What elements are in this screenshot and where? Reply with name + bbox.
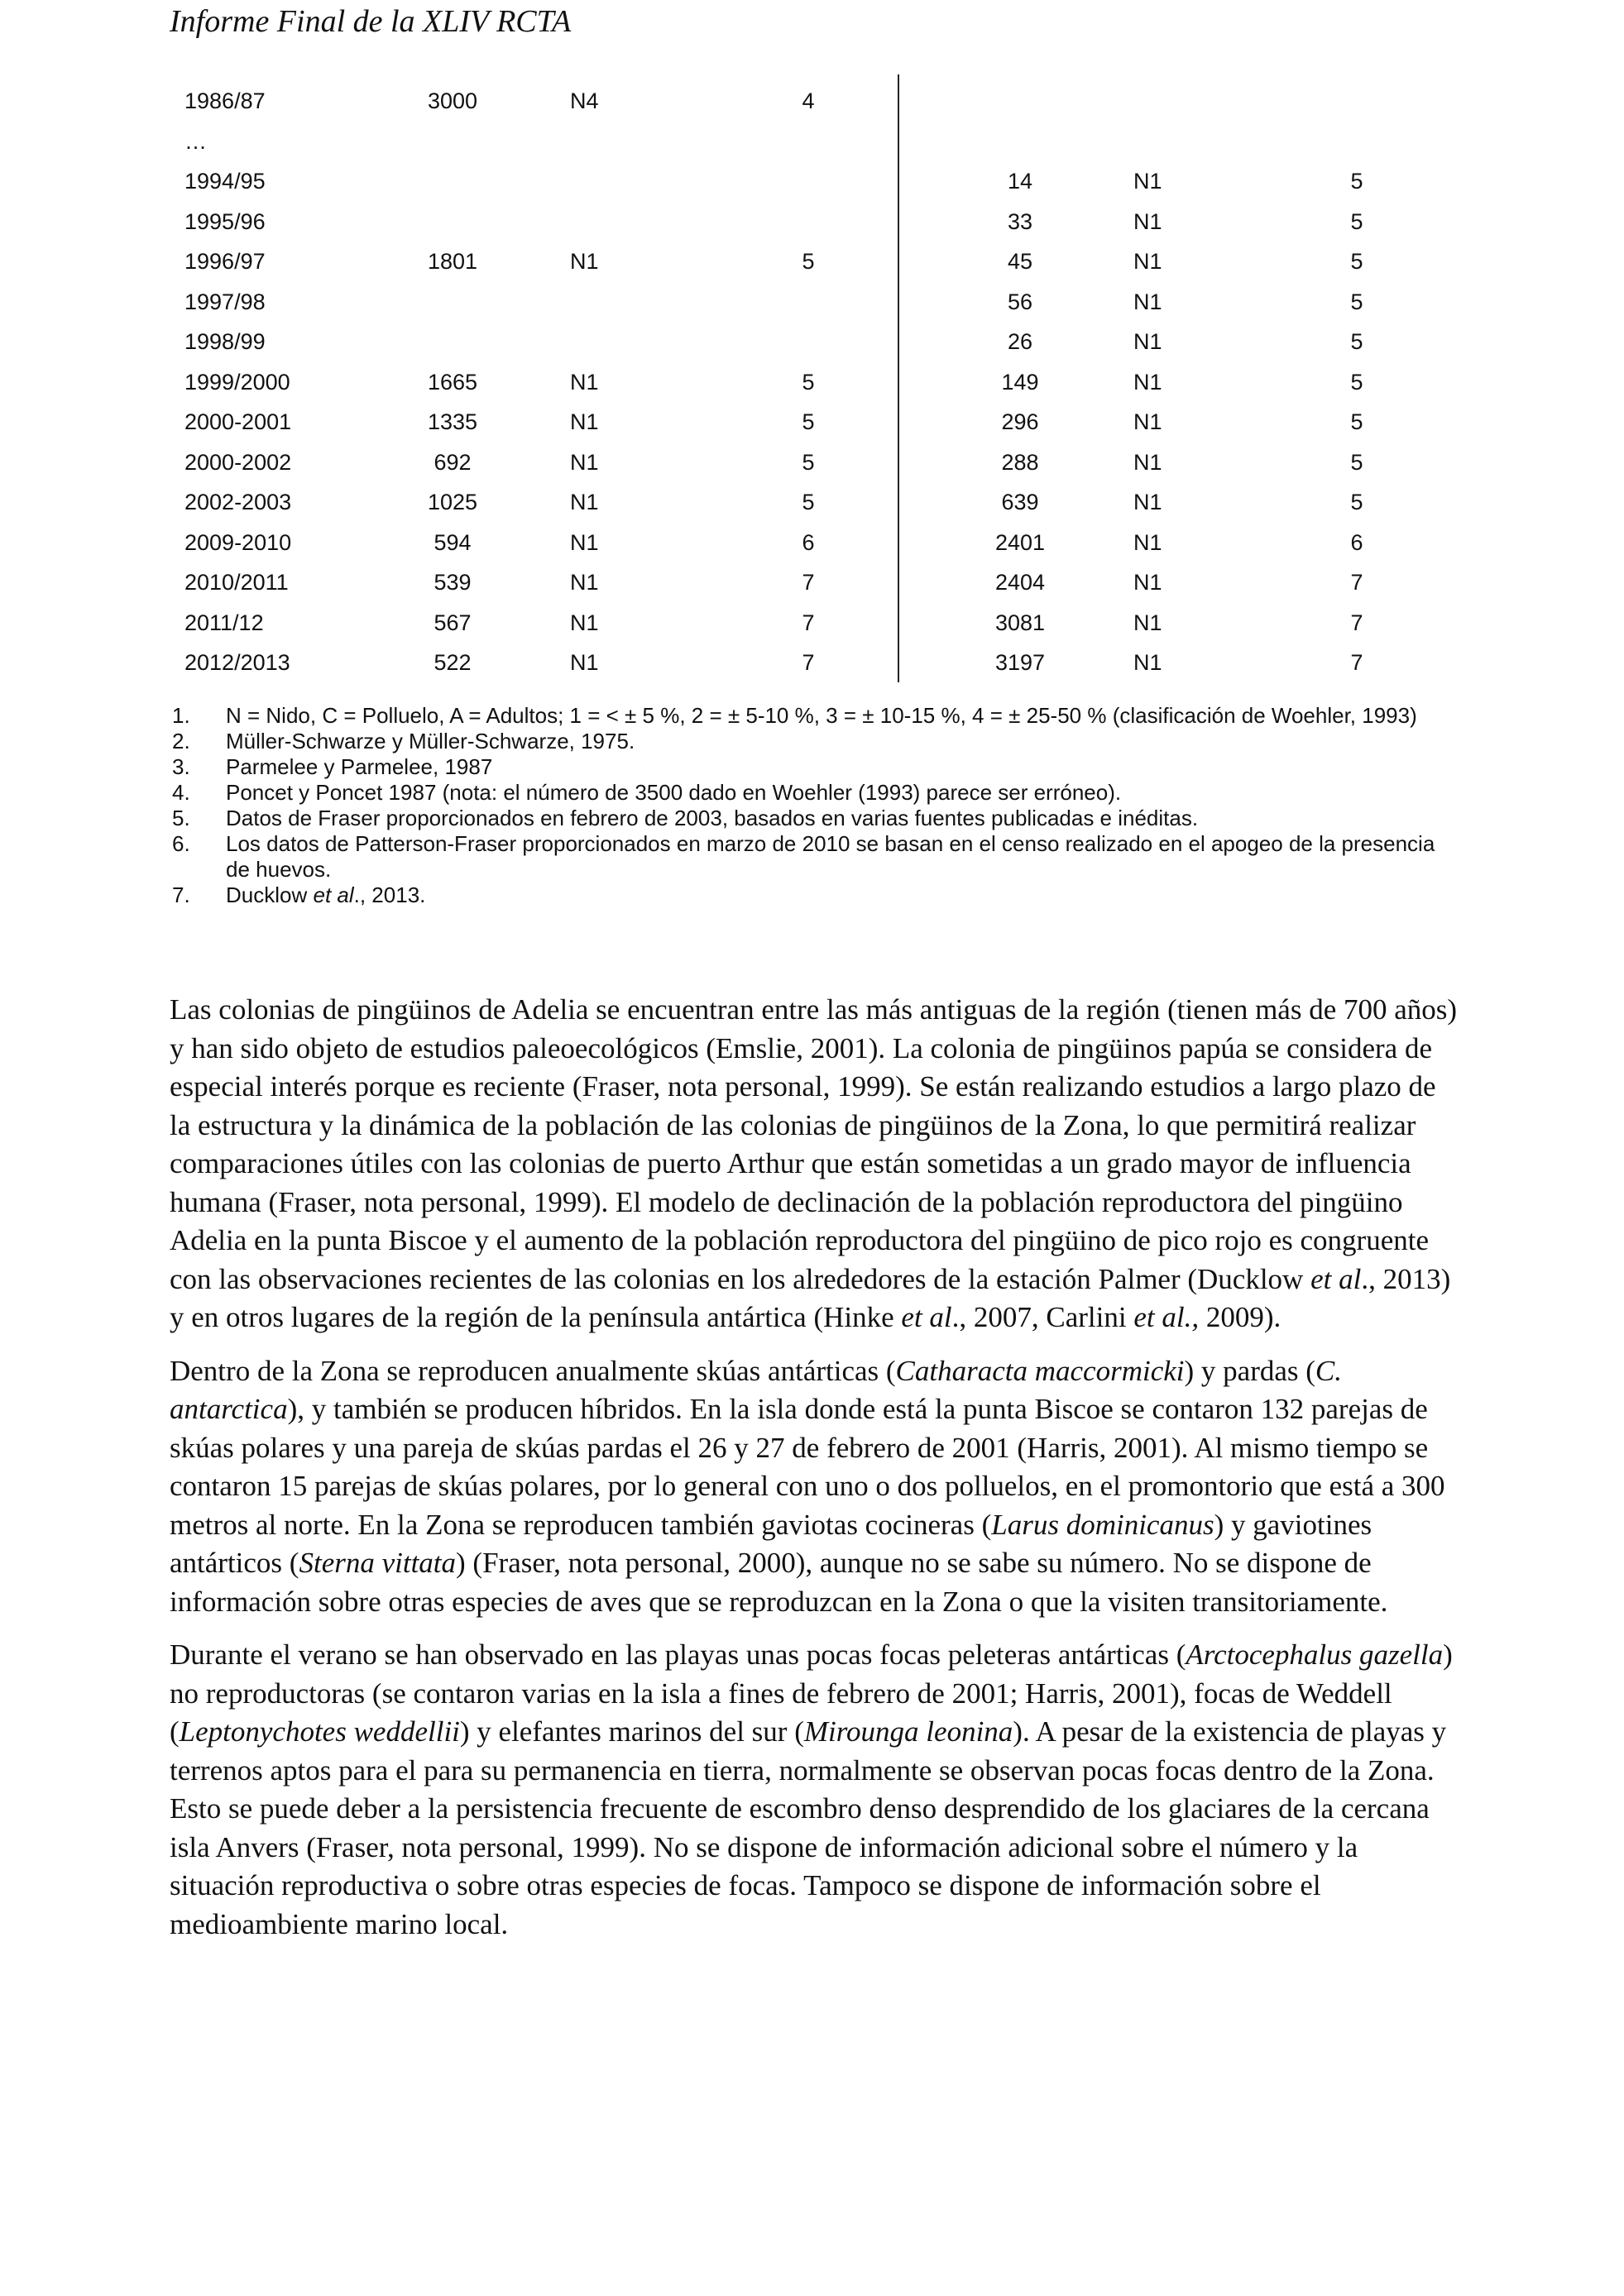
footnote-number: 7. [172, 883, 190, 907]
cell-adelie-type: N4 [570, 88, 599, 113]
table-row [170, 81, 1460, 122]
cell-gentoo-source: 5 [1350, 289, 1363, 314]
cell-gentoo-type: N1 [1133, 369, 1162, 395]
table-row [170, 523, 1460, 563]
footnote-text: Datos de Fraser proporcionados en febrero de 2003, basados en varias fuentes publicadas e inéditas. [226, 806, 1199, 830]
cell-year: 1994/95 [184, 169, 266, 194]
cell-year: 1998/99 [184, 329, 266, 354]
cell-adelie-count: 1335 [427, 409, 478, 434]
table-row [170, 643, 1460, 683]
footnote-text: N = Nido, C = Polluelo, A = Adultos; 1 = < ± 5 %, 2 = ± 5-10 %, 3 = ± 10-15 %, 4 = ± 25-50 % (clasificación de Woehler, 1993) [226, 703, 1417, 728]
cell-adelie-type: N1 [570, 369, 599, 395]
cell-adelie-source: 5 [802, 249, 815, 274]
footnote [172, 831, 1463, 883]
cell-adelie-type: N1 [570, 249, 599, 274]
cell-year: 2000-2001 [184, 409, 292, 434]
cell-adelie-source: 7 [802, 610, 815, 635]
cell-gentoo-count: 45 [1007, 249, 1033, 274]
cell-adelie-type: N1 [570, 409, 599, 434]
population-table [170, 81, 1460, 683]
footnote-number: 4. [172, 780, 190, 805]
cell-year: 1986/87 [184, 88, 266, 113]
table-row [170, 442, 1460, 483]
table-row [170, 282, 1460, 323]
cell-adelie-count: 567 [434, 610, 472, 635]
cell-gentoo-type: N1 [1133, 650, 1162, 675]
cell-adelie-count: 3000 [427, 88, 478, 113]
cell-gentoo-source: 6 [1350, 529, 1363, 555]
footnote [172, 780, 1463, 806]
table-row [170, 161, 1460, 202]
cell-gentoo-type: N1 [1133, 570, 1162, 595]
cell-adelie-type: N1 [570, 650, 599, 675]
cell-year: 2000-2002 [184, 449, 292, 475]
footnote-text: Poncet y Poncet 1987 (nota: el número de 3500 dado en Woehler (1993) parece ser erróneo). [226, 780, 1122, 805]
cell-gentoo-source: 5 [1350, 409, 1363, 434]
cell-gentoo-source: 5 [1350, 169, 1363, 194]
cell-gentoo-type: N1 [1133, 329, 1162, 354]
footnote-text: Müller-Schwarze y Müller-Schwarze, 1975. [226, 729, 635, 753]
table-row [170, 202, 1460, 242]
footnote [172, 729, 1463, 754]
cell-year: 2009-2010 [184, 529, 292, 555]
cell-adelie-count: 1665 [427, 369, 478, 395]
cell-year: 2002-2003 [184, 490, 292, 514]
cell-adelie-count: 692 [434, 449, 472, 475]
cell-gentoo-count: 3081 [994, 610, 1046, 635]
footnote [172, 883, 1463, 908]
cell-gentoo-count: 2401 [994, 529, 1046, 555]
cell-adelie-source: 7 [802, 650, 815, 675]
table-row [170, 482, 1460, 523]
footnote [172, 703, 1463, 729]
footnote-number: 2. [172, 729, 190, 753]
cell-gentoo-type: N1 [1133, 409, 1162, 434]
cell-gentoo-source: 5 [1350, 329, 1363, 354]
cell-gentoo-count: 149 [1001, 369, 1039, 395]
cell-gentoo-count: 3197 [994, 650, 1046, 675]
paragraph-penguins: Las colonias de pingüinos de Adelia se encuentran entre las más antiguas de la región (tienen más de 700 años) y han sido objeto de estudios paleoecológicos (Emslie, 2001). La colonia de pingüinos papúa se considera de especial interés porque es reciente (Fraser, nota personal, 1999). Se están realizando estudios a largo plazo de la estructura y la dinámica de la población de las colonias de pingüinos de la Zona, lo que permitirá realizar comparaciones útiles con las colonias de puerto Arthur que están sometidas a un grado mayor de influencia humana (Fraser, nota personal, 1999). El modelo de declinación de la población reproductora del pingüino Adelia en la punta Biscoe y el aumento de la población reproductora del pingüino de pico rojo es congruente con las observaciones recientes de las colonias en los alrededores de la estación Palmer (Ducklow et al., 2013) y en otros lugares de la región de la península antártica (Hinke et al., 2007, Carlini et al., 2009). [170, 993, 1458, 1333]
footnote-text: Parmelee y Parmelee, 1987 [226, 754, 493, 779]
cell-adelie-source: 4 [802, 88, 815, 113]
table-row [170, 402, 1460, 442]
cell-year: 1999/2000 [184, 369, 290, 395]
cell-gentoo-type: N1 [1133, 249, 1162, 274]
cell-adelie-source: 5 [802, 449, 815, 475]
cell-gentoo-type: N1 [1133, 169, 1162, 194]
cell-year: 2010/2011 [184, 570, 289, 595]
cell-adelie-type: N1 [570, 529, 599, 555]
cell-gentoo-source: 7 [1350, 610, 1363, 635]
cell-gentoo-type: N1 [1133, 529, 1162, 555]
page-header: Informe Final de la XLIV RCTA [170, 4, 572, 39]
footnote-number: 6. [172, 831, 190, 856]
cell-adelie-source: 5 [802, 369, 815, 395]
cell-gentoo-source: 5 [1350, 490, 1363, 514]
footnote-number: 3. [172, 754, 190, 779]
cell-adelie-source: 6 [802, 529, 815, 555]
cell-adelie-count: 594 [434, 529, 472, 555]
cell-gentoo-count: 14 [1007, 169, 1033, 194]
cell-adelie-count: 1801 [427, 249, 478, 274]
cell-year: … [184, 128, 207, 154]
table-row [170, 603, 1460, 643]
table-row [170, 562, 1460, 603]
cell-gentoo-count: 33 [1007, 208, 1033, 234]
body-text [170, 991, 1460, 1959]
cell-adelie-source: 5 [802, 409, 815, 434]
paragraph-skuas: Dentro de la Zona se reproducen anualmente skúas antárticas (Catharacta maccormicki) y pardas (C. antarctica), y también se producen híbridos. En la isla donde está la punta Biscoe se contaron 132 parejas de skúas polares y una pareja de skúas pardas el 26 y 27 de febrero de 2001 (Harris, 2001). Al mismo tiempo se contaron 15 parejas de skúas polares, por lo general con uno o dos polluelos, en el promontorio que está a 300 metros al norte. En la Zona se reproducen también gaviotas cocineras (Larus dominicanus) y gaviotines antárticos (Sterna vittata) (Fraser, nota personal, 2000), aunque no se sabe su número. No se dispone de información sobre otras especies de aves que se reproduzcan en la Zona o que la visiten transitoriamente. [170, 1354, 1445, 1618]
cell-gentoo-source: 5 [1350, 449, 1363, 475]
footnote-text: Ducklow et al., 2013. [226, 883, 426, 907]
cell-year: 1995/96 [184, 208, 266, 234]
footnote-number: 1. [172, 703, 190, 728]
table-footnotes [172, 703, 1463, 908]
cell-gentoo-count: 56 [1007, 289, 1033, 314]
table-row [170, 322, 1460, 362]
cell-gentoo-count: 26 [1007, 329, 1033, 354]
footnote [172, 806, 1463, 831]
cell-gentoo-count: 288 [1001, 449, 1039, 475]
cell-year: 2012/2013 [184, 650, 290, 675]
cell-gentoo-count: 296 [1001, 409, 1039, 434]
table-row [170, 362, 1460, 403]
cell-adelie-type: N1 [570, 570, 599, 595]
footnote [172, 754, 1463, 780]
paragraph-seals: Durante el verano se han observado en las playas unas pocas focas peleteras antárticas (Arctocephalus gazella) no reproductoras (se contaron varias en la isla a fines de febrero de 2001; Harris, 2001), focas de Weddell (Leptonychotes weddellii) y elefantes marinos del sur (Mirounga leonina). A pesar de la existencia de playas y terrenos aptos para el para su permanencia en tierra, normalmente se observan pocas focas dentro de la Zona. Esto se puede deber a la persistencia frecuente de escombro denso desprendido de los glaciares de la cercana isla Anvers (Fraser, nota personal, 1999). No se dispone de información adicional sobre el número y la situación reproductiva o sobre otras especies de focas. Tampoco se dispone de información sobre el medioambiente marino local. [170, 1638, 1453, 1940]
cell-year: 1997/98 [184, 289, 266, 314]
cell-gentoo-type: N1 [1133, 490, 1162, 514]
footnote-text: Los datos de Patterson-Fraser proporcionados en marzo de 2010 se basan en el censo realizado en el apogeo de la presencia de huevos. [226, 831, 1435, 882]
table-row [170, 122, 1460, 162]
cell-adelie-source: 7 [802, 570, 815, 595]
table-row [170, 242, 1460, 282]
cell-adelie-type: N1 [570, 490, 599, 514]
cell-gentoo-source: 7 [1350, 570, 1363, 595]
cell-gentoo-type: N1 [1133, 610, 1162, 635]
cell-adelie-type: N1 [570, 449, 599, 475]
cell-year: 2011/12 [184, 610, 264, 635]
cell-gentoo-source: 7 [1350, 650, 1363, 675]
cell-gentoo-type: N1 [1133, 289, 1162, 314]
cell-gentoo-source: 5 [1350, 249, 1363, 274]
cell-adelie-count: 522 [434, 650, 472, 675]
cell-adelie-count: 1025 [427, 490, 478, 514]
cell-gentoo-source: 5 [1350, 369, 1363, 395]
footnote-number: 5. [172, 806, 190, 830]
cell-gentoo-count: 639 [1001, 490, 1039, 514]
cell-gentoo-type: N1 [1133, 449, 1162, 475]
cell-year: 1996/97 [184, 249, 266, 274]
cell-adelie-type: N1 [570, 610, 599, 635]
cell-adelie-source: 5 [802, 490, 815, 514]
cell-adelie-count: 539 [434, 570, 472, 595]
cell-gentoo-type: N1 [1133, 208, 1162, 234]
cell-gentoo-source: 5 [1350, 208, 1363, 234]
cell-gentoo-count: 2404 [994, 570, 1046, 595]
